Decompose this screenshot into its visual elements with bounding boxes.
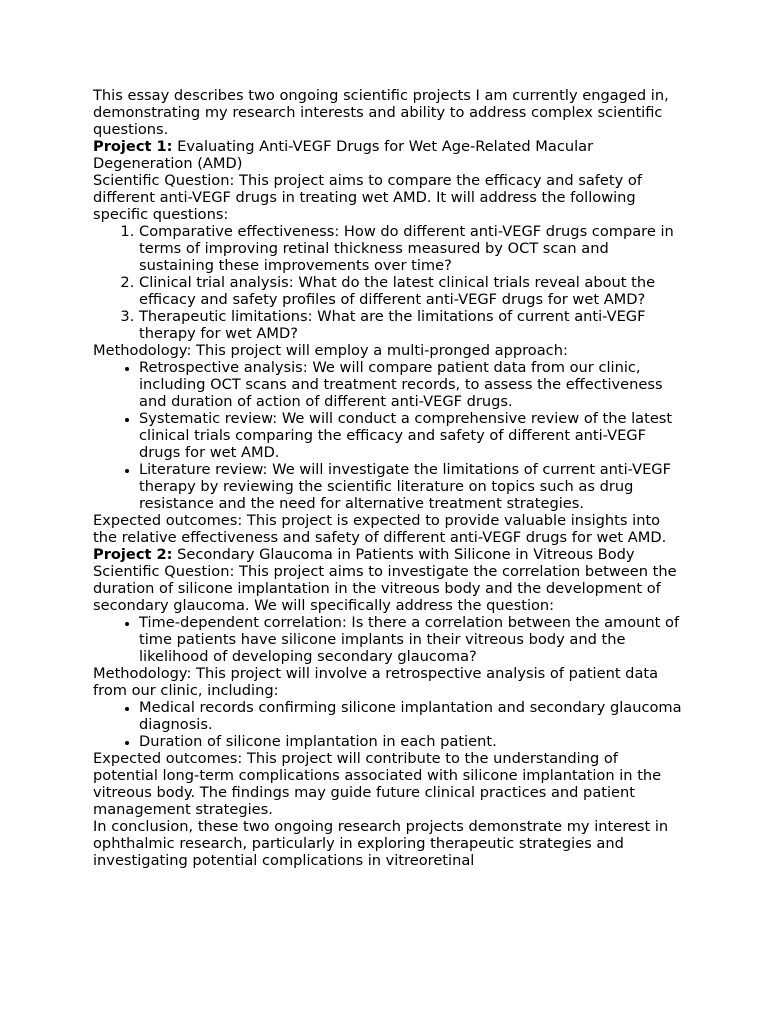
list-item: 2. Clinical trial analysis: What do the latest clinical trials reveal about the efficacy and safety profiles of different anti-VEGF drugs for wet AMD? <box>139 274 683 308</box>
list-item: 1. Comparative effectiveness: How do different anti-VEGF drugs compare in terms of improving retinal thickness measured by OCT scan and sustaining these improvements over time? <box>139 223 683 274</box>
list-item: • Medical records confirming silicone implantation and secondary glaucoma diagnosis. <box>139 699 683 733</box>
project-1-methodology: Methodology: This project will employ a multi-pronged approach: <box>93 342 568 359</box>
intro-paragraph: This essay describes two ongoing scientific projects I am currently engaged in, demonstrating my research interests and ability to address complex scientific questions. <box>93 87 669 138</box>
project-1-label: Project 1: <box>93 138 173 155</box>
project-1-method-list <box>93 359 683 512</box>
conclusion-paragraph: In conclusion, these two ongoing research projects demonstrate my interest in ophthalmic research, particularly in exploring therapeutic strategies and investigating potential complications in vitreoretinal <box>93 818 669 869</box>
project-2-outcomes: Expected outcomes: This project will contribute to the understanding of potential long-term complications associated with silicone implantation in the vitreous body. The findings may guide future clinical practices and patient management strategies. <box>93 750 662 818</box>
project-1-question: Scientific Question: This project aims to compare the efficacy and safety of different anti-VEGF drugs in treating wet AMD. It will address the following specific questions: <box>93 172 642 223</box>
list-item: • Systematic review: We will conduct a comprehensive review of the latest clinical trials comparing the efficacy and safety of different anti-VEGF drugs for wet AMD. <box>139 410 683 461</box>
project-2-methodology: Methodology: This project will involve a retrospective analysis of patient data from our clinic, including: <box>93 665 659 699</box>
project-2-question: Scientific Question: This project aims to investigate the correlation between the duration of silicone implantation in the vitreous body and the development of secondary glaucoma. We will specifically address the question: <box>93 563 677 614</box>
project-1-question-list <box>93 223 683 342</box>
project-2-title: Secondary Glaucoma in Patients with Silicone in Vitreous Body <box>172 546 635 563</box>
document-page <box>93 87 683 869</box>
project-2-method-list <box>93 699 683 750</box>
list-item: • Time-dependent correlation: Is there a correlation between the amount of time patients have silicone implants in their vitreous body and the likelihood of developing secondary glaucoma? <box>139 614 683 665</box>
list-item: • Duration of silicone implantation in each patient. <box>139 733 683 750</box>
list-item: • Retrospective analysis: We will compare patient data from our clinic, including OCT scans and treatment records, to assess the effectiveness and duration of action of different anti-VEGF drugs. <box>139 359 683 410</box>
project-1-outcomes: Expected outcomes: This project is expected to provide valuable insights into the relative effectiveness and safety of different anti-VEGF drugs for wet AMD. <box>93 512 667 546</box>
project-1-heading <box>93 138 683 172</box>
project-2-question-list <box>93 614 683 665</box>
project-2-heading <box>93 546 683 563</box>
list-item: • Literature review: We will investigate the limitations of current anti-VEGF therapy by reviewing the scientific literature on topics such as drug resistance and the need for alternative treatment strategies. <box>139 461 683 512</box>
list-item: 3. Therapeutic limitations: What are the limitations of current anti-VEGF therapy for wet AMD? <box>139 308 683 342</box>
project-1-title: Evaluating Anti-VEGF Drugs for Wet Age-Related Macular Degeneration (AMD) <box>93 138 594 172</box>
project-2-label: Project 2: <box>93 546 173 563</box>
